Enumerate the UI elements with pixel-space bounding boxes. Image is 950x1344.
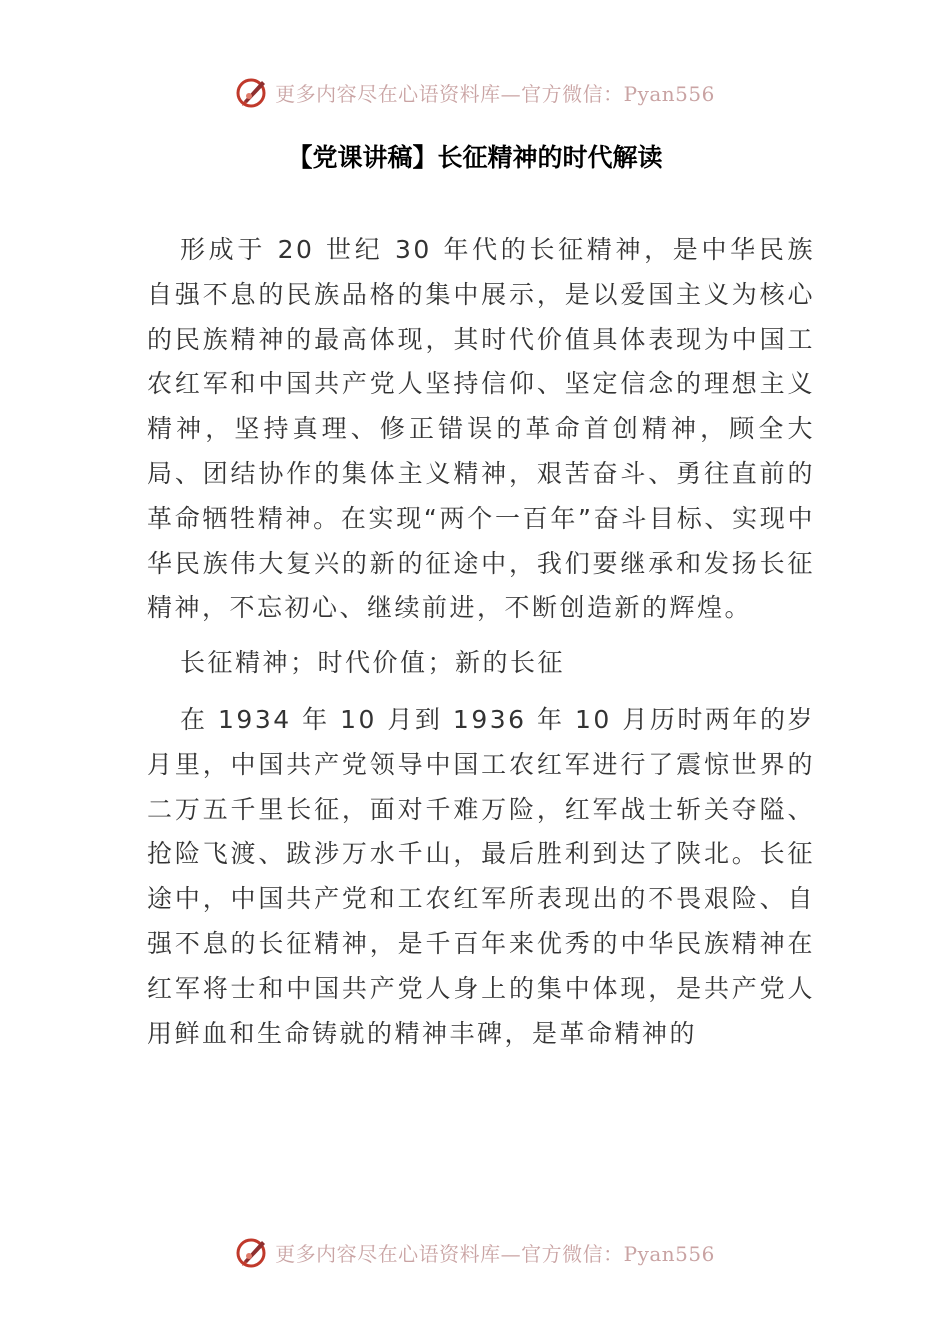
pen-logo-icon [235,1235,269,1269]
keywords-paragraph: 长征精神；时代价值；新的长征 [180,648,566,678]
watermark-header [0,72,950,112]
document-body [147,228,815,1056]
abstract-paragraph: 形成于 20 世纪 30 年代的长征精神，是中华民族自强不息的民族品格的集中展示，是以爱国主义为核心的民族精神的最高体现，其时代价值具体表现为中国工农红军和中国共产党人坚持信仰、坚定信念的理想主义精神，坚持真理、修正错误的革命首创精神，顾全大局、团结协作的集体主义精神，艰苦奋斗、勇往直前的革命牺牲精神。在实现“两个一百年”奋斗目标、实现中华民族伟大复兴的新的征途中，我们要继承和发扬长征精神，不忘初心、继续前进，不断创造新的辉煌。 [147,235,815,623]
watermark-text: 更多内容尽在心语资料库—官方微信：Pyan556 [275,1241,715,1266]
watermark-text: 更多内容尽在心语资料库—官方微信：Pyan556 [275,81,715,106]
body-paragraph: 在 1934 年 10 月到 1936 年 10 月历时两年的岁月里，中国共产党领导中国工农红军进行了震惊世界的二万五千里长征，面对千难万险，红军战士斩关夺隘、抢险飞渡、跋涉万水千山，最后胜利到达了陕北。长征途中，中国共产党和工农红军所表现出的不畏艰险、自强不息的长征精神，是千百年来优秀的中华民族精神在红军将士和中国共产党人身上的集中体现，是共产党人用鲜血和生命铸就的精神丰碑，是革命精神的 [147,704,815,1048]
watermark-footer [0,1232,950,1272]
pen-logo-icon [235,75,269,109]
document-title: 【党课讲稿】长征精神的时代解读 [287,143,663,172]
